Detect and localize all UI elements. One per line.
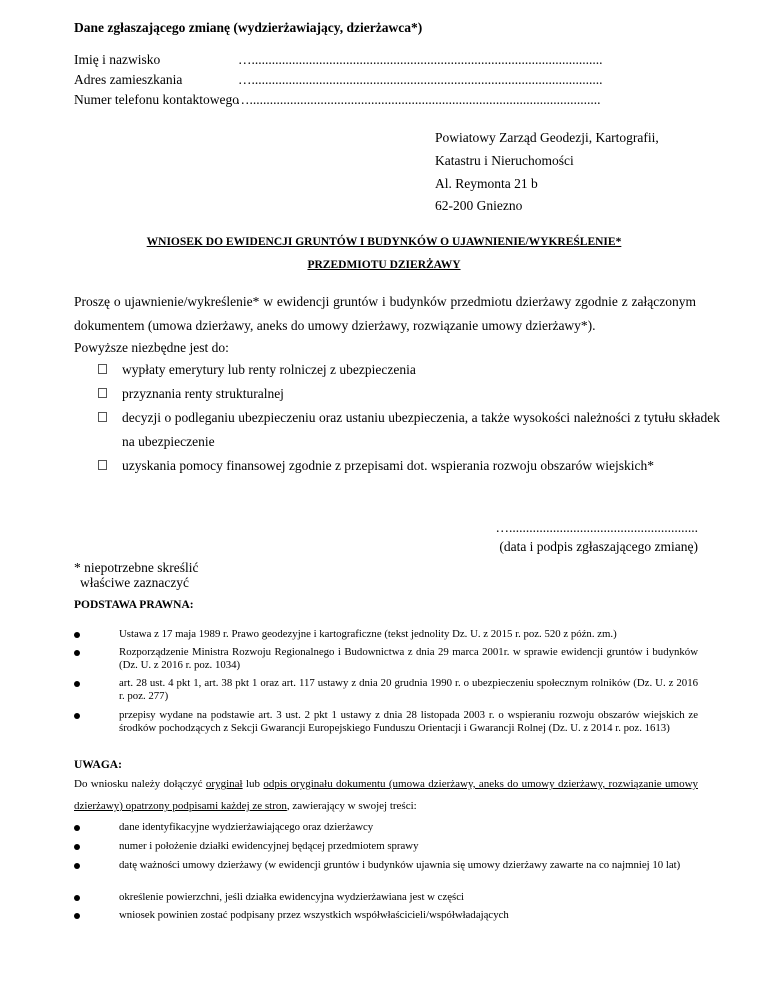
recipient-line-2: Katastru i Nieruchomości [435, 153, 574, 168]
document-title-line-1: WNIOSEK DO EWIDENCJI GRUNTÓW I BUDYNKÓW O UJAWNIENIE/WYKREŚLENIE* [146, 236, 622, 248]
name-label: Imię i nazwisko [74, 52, 161, 67]
option-label: wypłaty emerytury lub renty rolniczej z ubezpieczenia [122, 362, 416, 377]
warning-list: dane identyfikacyjne wydzierżawiającego oraz dzierżawcy numer i położenie działki ewidencyjnej będącej przedmiotem sprawy datę ważności umowy dzierżawy (w ewidencji gruntów i budynków ujawnia się umowy dzierżawy zawarte na co najmniej 10 lat) określenie powierzchni, jeśli działka ewidencyjna wydzierżawiana jest w części wniosek powinien zostać podpisany przez wszystkich współwłaścicieli/współwładających [74, 821, 698, 931]
option-structural-pension[interactable] [98, 382, 698, 406]
option-financial-aid[interactable] [98, 454, 698, 478]
phone-field[interactable] [74, 92, 696, 108]
bullet-icon [74, 650, 80, 656]
option-checkbox[interactable] [98, 388, 107, 398]
original-underlined: oryginał [205, 778, 243, 790]
signature-line[interactable]: …........................................................ [495, 520, 698, 535]
address-label: Adres zamieszkania [74, 72, 183, 87]
option-checkbox[interactable] [98, 412, 107, 422]
option-label: decyzji o podleganiu ubezpieczeniu oraz ustaniu ubezpieczenia, a także wysokości należności z tytułu składek na ubezpieczenie [122, 410, 720, 449]
needed-for-label: Powyższe niezbędne jest do: [74, 340, 229, 355]
bullet-icon [74, 825, 80, 831]
option-insurance-decision[interactable] [98, 406, 720, 454]
warning-heading: UWAGA: [74, 759, 122, 771]
request-paragraph: Proszę o ujawnienie/wykreślenie* w ewidencji gruntów i budynków przedmiotu dzierżawy zgodnie z załączonym dokumentem (umowa dzierżawy, aneks do umowy dzierżawy, rozwiązanie umowy dzierżawy*). [74, 294, 696, 333]
bullet-icon [74, 895, 80, 901]
warning-intro: Do wniosku należy dołączyć oryginał lub odpis oryginału dokumentu (umowa dzierżawy, aneks do umowy dzierżawy, rozwiązanie umowy dzierżawy) opatrzony podpisami każdej ze stron, zawierający w swojej treści: [74, 778, 699, 812]
legal-basis-list: Ustawa z 17 maja 1989 r. Prawo geodezyjne i kartograficzne (tekst jednolity Dz. U. z 2015 r. poz. 520 z późn. zm.) Rozporządzenie Ministra Rozwoju Regionalnego i Budownictwa z dnia 29 marca 2001r. w sprawie ewidencji gruntów i budynków (Dz. U. z 2016 r. poz. 1034) art. 28 ust. 4 pkt 1, art. 38 pkt 1 oraz art. 117 ustawy z dnia 20 grudnia 1990 r. o ubezpieczeniu społecznym rolników (Dz. U. z 2016 r. poz. 277) przepisy wydane na podstawie art. 3 ust. 2 pkt 1 ustawy z dnia 28 listopada 2003 r. o wspieraniu rozwoju obszarów wiejskich ze środków pochodzących z Sekcji Gwarancji Europejskiego Funduszu Orientacji i Gwarancji Rolnej (Dz. U. z 2014 r. poz. 1613) [74, 628, 698, 748]
legal-basis-heading: PODSTAWA PRAWNA: [74, 599, 194, 611]
phone-dots: …........................................................................................................ [236, 92, 601, 107]
name-field[interactable] [74, 52, 696, 68]
bullet-icon [74, 713, 80, 719]
recipient-line-1: Powiatowy Zarząd Geodezji, Kartografii, [435, 130, 659, 145]
applicant-heading: Dane zgłaszającego zmianę (wydzierżawiający, dzierżawca*) [74, 20, 423, 35]
option-label: przyznania renty strukturalnej [122, 386, 284, 401]
option-label: uzyskania pomocy finansowej zgodnie z przepisami dot. wspierania rozwoju obszarów wiejskich* [122, 458, 654, 473]
footnote-line-1: * niepotrzebne skreślić [74, 560, 199, 575]
document-title-line-2: PRZEDMIOTU DZIERŻAWY [307, 259, 461, 271]
recipient-line-4: 62-200 Gniezno [435, 198, 523, 213]
address-field[interactable] [74, 72, 696, 88]
address-dots: …........................................................................................................ [238, 72, 603, 87]
copy-underlined: odpis oryginału dokumentu (umowa dzierżawy, aneks do umowy dzierżawy, rozwiązanie umowy dzierżawy) opatrzony podpisami każdej ze stron [74, 778, 699, 812]
phone-label: Numer telefonu kontaktowego [74, 92, 239, 107]
option-checkbox[interactable] [98, 460, 107, 470]
recipient-address [435, 130, 735, 240]
bullet-icon [74, 844, 80, 850]
recipient-line-3: Al. Reymonta 21 b [435, 176, 538, 191]
option-pension[interactable] [98, 358, 698, 382]
bullet-icon [74, 681, 80, 687]
bullet-icon [74, 913, 80, 919]
signature-caption: (data i podpis zgłaszającego zmianę) [499, 539, 698, 554]
name-dots: …........................................................................................................ [238, 52, 603, 67]
footnote-line-2: właściwe zaznaczyć [80, 575, 190, 590]
option-checkbox[interactable] [98, 364, 107, 374]
bullet-icon [74, 863, 80, 869]
bullet-icon [74, 632, 80, 638]
